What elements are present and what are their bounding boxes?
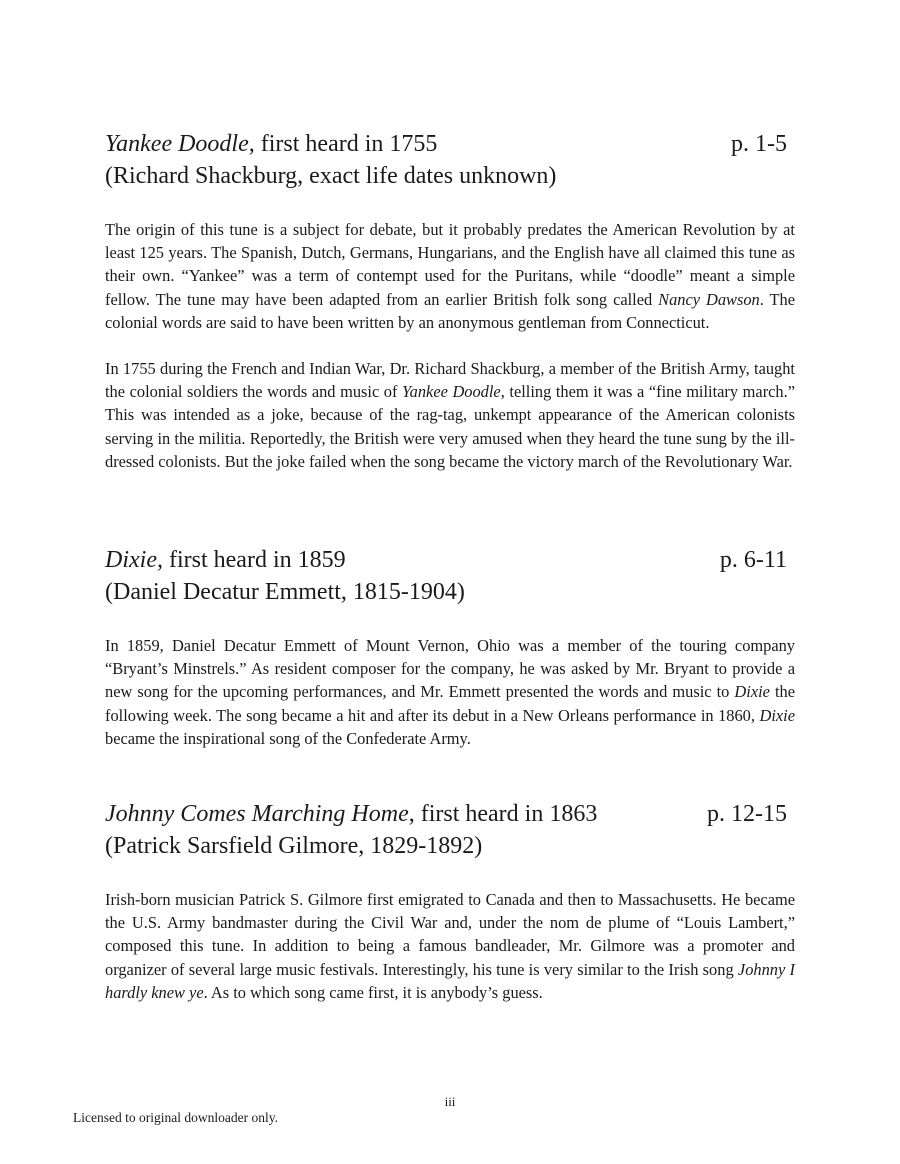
composer-line: (Richard Shackburg, exact life dates unknown) [105,163,557,189]
page-range: p. 1-5 [731,131,787,157]
first-heard: , first heard in 1863 [408,801,598,827]
page-range: p. 12-15 [707,801,787,827]
section-johnny-comes-marching-home [105,798,795,1004]
paragraph-text: The origin of this tune is a subject for debate, but it probably predates the American Revolution by at least 125 years. The Spanish, Dutch, Germans, Hungarians, and the English have all claimed this tune as their own. “Yankee” was a term of contempt used for the Puritans, while “doodle” meant a simple fellow. The tune may have been adapted from an earlier British folk song called [105,220,795,309]
composer-line: (Patrick Sarsfield Gilmore, 1829-1892) [105,833,483,859]
first-heard: first heard in 1859 [162,547,346,573]
paragraph-text: Irish-born musician Patrick S. Gilmore first emigrated to Canada and then to Massachusetts. He became the U.S. Army bandmaster during the Civil War and, under the nom de plume of “Louis Lambert,” composed this tune. In addition to being a famous bandleader, Mr. Gilmore was a promoter and organizer of several large music festivals. Interestingly, his tune is very similar to the Irish song [105,890,795,979]
license-notice: Licensed to original downloader only. [73,1110,278,1125]
paragraph-text: In 1859, Daniel Decatur Emmett of Mount Vernon, Ohio was a member of the touring company “Bryant’s Minstrels.” As resident composer for the company, he was asked by Mr. Bryant to provide a new song for the upcoming performances, and Mr. Emmett presented the words and music to [105,636,795,702]
paragraph [105,634,795,750]
song-title: Dixie, [105,547,163,573]
page-range: p. 6-11 [719,547,787,573]
section-yankee-doodle [105,128,795,473]
italic-title: Nancy Dawson [658,289,760,309]
composer-line: (Daniel Decatur Emmett, 1815-1904) [105,579,465,605]
paragraph-text: . As to which song came first, it is anybody’s guess. [203,982,543,1002]
paragraph [105,218,795,334]
italic-title: Yankee Doodle [402,382,501,402]
paragraph-text: . The colonial words are said to have been written by an anonymous gentleman from Connecticut. [105,289,795,332]
paragraph-text: , telling them it was a “fine military march.” This was intended as a joke, because of the rag-tag, unkempt appearance of the American colonists serving in the militia. Reportedly, the British were very amused when they heard the tune sung by the ill-dressed colonists. But the joke failed when the song became the victory march of the Revolutionary War. [105,382,795,471]
paragraph-text: In 1755 during the French and Indian War, Dr. Richard Shackburg, a member of the British Army, taught the colonial soldiers the words and music of [105,359,795,402]
song-title: Yankee Doodle, [105,131,255,157]
section-heading [105,798,795,830]
first-heard: first heard in 1755 [254,131,438,157]
section-dixie [105,544,795,750]
italic-title: Dixie [759,705,795,725]
song-title: Johnny Comes Marching Home [105,801,409,827]
paragraph [105,357,795,473]
italic-title: Dixie [734,682,770,702]
paragraph-text: became the inspirational song of the Confederate Army. [105,728,471,748]
paragraph [105,888,795,1004]
paragraph-text: the following week. The song became a hit and after its debut in a New Orleans performance in 1860, [105,682,796,725]
section-heading [105,128,795,160]
page-number: iii [444,1094,456,1109]
section-heading [105,544,795,576]
italic-title: Johnny I hardly knew ye [105,959,795,1002]
